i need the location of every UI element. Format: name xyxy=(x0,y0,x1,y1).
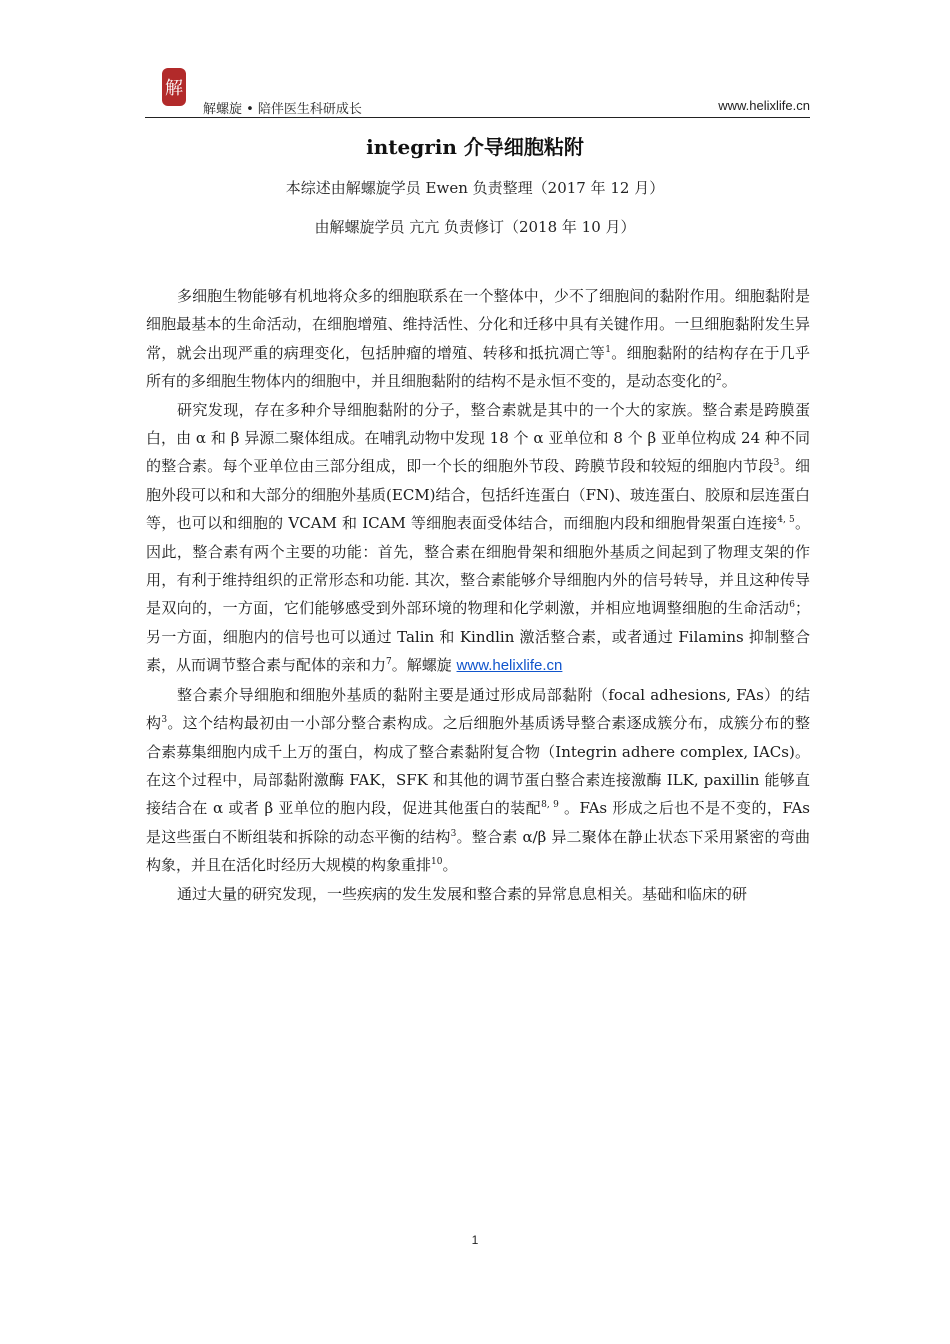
header-website[interactable]: www.helixlife.cn xyxy=(718,98,810,113)
header-slogan: 解螺旋 • 陪伴医生科研成长 xyxy=(203,102,362,117)
citation: 3 xyxy=(773,458,780,469)
citation: 3 xyxy=(161,715,168,726)
logo-char: 解 xyxy=(165,78,183,99)
paragraph-4: 通过大量的研究发现，一些疾病的发生发展和整合素的异常息息相关。基础和临床的研 xyxy=(177,884,748,903)
article-body xyxy=(146,282,810,908)
citation: 4, 5 xyxy=(777,515,795,526)
citation: 1 xyxy=(605,344,611,355)
helixlife-link[interactable]: www.helixlife.cn xyxy=(456,657,563,675)
citation: 7 xyxy=(386,657,392,668)
citation: 8, 9 xyxy=(541,800,559,811)
citation: 3 xyxy=(450,828,457,839)
helix-seal-logo-icon xyxy=(159,66,189,108)
paragraph-3: 整合素介导细胞和细胞外基质的黏附主要是通过形成局部黏附（focal adhesions, FAs）的结构$^3$。这个结构最初由一小部分整合素构成。之后细胞外基质诱导整合素逐成簇分布，成簇分布的整合素募集细胞内成千上万的蛋白，构成了整合素黏附复合物（Integrin adhere complex, IACs)。在这个过程中，局部黏附激酶 FAK，SFK 和其他的调节蛋白整合素连接激酶 ILK, paxillin 能够直接结合在 α 或者 β 亚单位的胞内段，促进其他蛋白的装配$^{8, 9}$ 。FAs 形成之后也不是不变的，FAs 是这些蛋白不断组装和拆除的动态平衡的结构$^3$。整合素 α/β 异二聚体在静止状态下采用紧密的弯曲构象，并且在活化时经历大规模的构象重排$^{10}$。 xyxy=(146,685,810,875)
citation: 6 xyxy=(789,600,795,611)
citation: 2 xyxy=(716,373,722,384)
author-line: 本综述由解螺旋学员 Ewen 负责整理（2017 年 12 月） xyxy=(285,179,665,197)
reviser-line: 由解螺旋学员 亢亢 负责修订（2018 年 10 月） xyxy=(314,218,636,236)
header-divider xyxy=(145,117,810,118)
paragraph-1: 多细胞生物能够有机地将众多的细胞联系在一个整体中，少不了细胞间的黏附作用。细胞黏附是细胞最基本的生命活动，在细胞增殖、维持活性、分化和迁移中具有关键作用。一旦细胞黏附发生异常，就会出现严重的病理变化，包括肿瘤的增殖、转移和抵抗凋亡等$^1$。细胞黏附的结构存在于几乎所有的多细胞生物体内的细胞中，并且细胞黏附的结构不是永恒不变的，是动态变化的$^2$。 xyxy=(146,287,810,391)
citation: 10 xyxy=(431,857,443,868)
page-number: 1 xyxy=(471,1233,479,1247)
document-title: integrin 介导细胞粘附 xyxy=(366,135,584,159)
page-header xyxy=(145,66,810,118)
paragraph-2: 研究发现，存在多种介导细胞黏附的分子，整合素就是其中的一个大的家族。整合素是跨膜蛋白，由 α 和 β 异源二聚体组成。在哺乳动物中发现 18 个 α 亚单位和 8 个 β 亚单位构成 24 种不同的整合素。每个亚单位由三部分组成，即一个长的细胞外节段、跨膜节段和较短的细胞内节段$^3$。细胞外段可以和和大部分的细胞外基质(ECM)结合，包括纤连蛋白（FN)、玻连蛋白、胶原和层连蛋白等，也可以和细胞的 VCAM 和 ICAM 等细胞表面受体结合，而细胞内段和细胞骨架蛋白连接$^{4, 5}$。因此，整合素有两个主要的功能：首先，整合素在细胞骨架和细胞外基质之间起到了物理支架的作用，有利于维持组织的正常形态和功能. 其次，整合素能够介导细胞内外的信号转导，并且这种传导是双向的，一方面，它们能够感受到外部环境的物理和化学刺激，并相应地调整细胞的生命活动$^6$；另一方面，细胞内的信号也可以通过 Talin 和 Kindlin 激活整合素，或者通过 Filamins 抑制整合素，从而调节整合素与配体的亲和力$^7$。解螺旋 www.helixlife.cn xyxy=(146,400,810,675)
